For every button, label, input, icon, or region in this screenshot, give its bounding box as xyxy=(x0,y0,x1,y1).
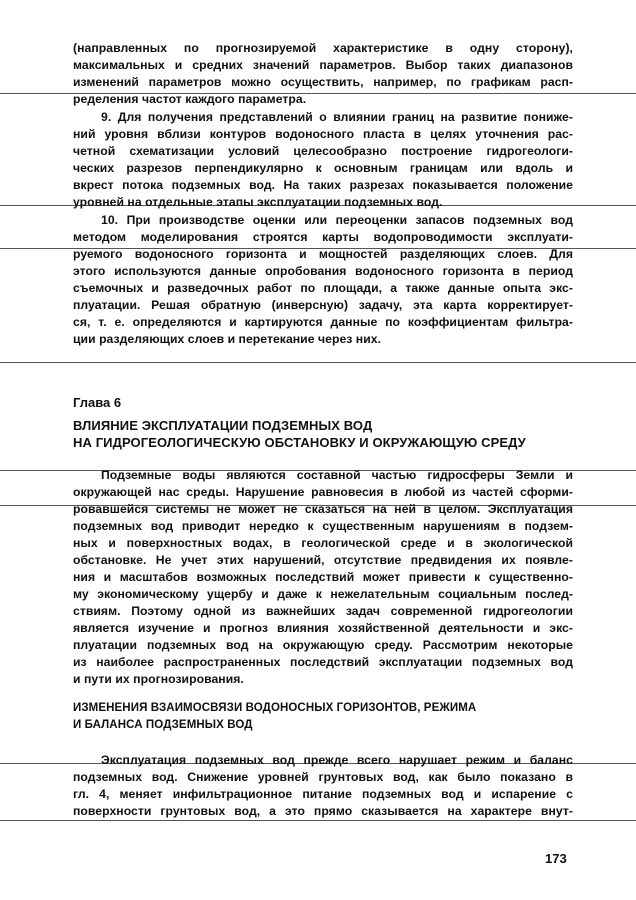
text-line: уровней на отдельные этапы эксплуатации подземных вод. xyxy=(73,195,443,209)
text-line: плуатации. Решая обратную (инверсную) задачу, эта карта корректирует- xyxy=(73,298,573,312)
text-line: этого используются данные опробования водоносного горизонта в период xyxy=(73,264,573,278)
text-line: вкрест потока подземных вод. На таких разрезах показывается положение xyxy=(73,178,573,192)
section-title-line: ИЗМЕНЕНИЯ ВЗАИМОСВЯЗИ ВОДОНОСНЫХ ГОРИЗОНТОВ, РЕЖИМА xyxy=(73,702,477,714)
chapter-title-line: ВЛИЯНИЕ ЭКСПЛУАТАЦИИ ПОДЗЕМНЫХ ВОД xyxy=(73,418,373,433)
text-line: поверхности грунтовых вод, а это прямо сказывается на характере внут- xyxy=(73,804,573,818)
text-line: из наиболее распространенных последствий эксплуатации подземных вод xyxy=(73,655,573,669)
scan-rule xyxy=(0,362,636,363)
text-line: ческих разрезов перпендикулярно к основным границам или вдоль и xyxy=(73,161,573,175)
text-line: гл. 4, меняет инфильтрационное питание подземных вод и испарение с xyxy=(73,787,573,801)
text-line: максимальных и средних значений параметров. Выбор таких диапазонов xyxy=(73,58,573,72)
text-line: плуатации подземных вод на окружающую среду. Рассмотрим некоторые xyxy=(73,638,573,652)
chapter-label: Глава 6 xyxy=(73,395,122,410)
text-line: четной схематизации условий целесообразно построение гидрогеологи- xyxy=(73,144,573,158)
text-line: ных и поверхностных водах, в геологической среде и в экологической xyxy=(73,536,573,550)
text-line: обстановке. Не учет этих нарушений, отсутствие предвидения их появле- xyxy=(73,553,573,567)
text-line: ровавшейся системы не может не сказаться на ней в целом. Эксплуатация xyxy=(73,502,573,516)
text-line: ний уровня вблизи контуров водоносного пласта в целях уточнения рас- xyxy=(73,127,573,141)
text-line: Подземные воды являются составной частью гидросферы Земли и xyxy=(101,468,573,482)
text-line: подземных вод приводит нередко к существенным нарушениям в подзем- xyxy=(73,519,573,533)
text-line: окружающей нас среды. Нарушение равновесия в любой из частей сформи- xyxy=(73,485,573,499)
text-line: и пути их прогнозирования. xyxy=(73,672,244,686)
text-line: Эксплуатация подземных вод прежде всего нарушает режим и баланс xyxy=(101,753,573,767)
text-line: му экономическому ущербу и даже к нежелательным социальным послед- xyxy=(73,587,573,601)
text-line: ния и масштабов возможных последствий может привести к существенно- xyxy=(73,570,573,584)
text-line: подземных вод. Снижение уровней грунтовых вод, как было показано в xyxy=(73,770,573,784)
text-line: ствиям. Поэтому одной из важнейших задач современной гидрогеологии xyxy=(73,604,573,618)
text-line: руемого водоносного горизонта и мощностей разделяющих слоев. Для xyxy=(73,247,573,261)
text-line: 9. Для получения представлений о влиянии границ на развитие пониже- xyxy=(101,110,573,124)
page-number: 173 xyxy=(545,851,567,866)
text-line: (направленных по прогнозируемой характеристике в одну сторону), xyxy=(73,41,573,55)
text-line: ределения частот каждого параметра. xyxy=(73,92,307,106)
scan-rule xyxy=(0,820,636,821)
text-line: является изучение и прогноз влияния хозяйственной деятельности и экс- xyxy=(73,621,573,635)
section-title-line: И БАЛАНСА ПОДЗЕМНЫХ ВОД xyxy=(73,719,253,731)
text-line: изменений параметров можно осуществить, например, по графикам расп- xyxy=(73,75,573,89)
text-line: 10. При производстве оценки или переоценки запасов подземных вод xyxy=(101,213,573,227)
text-line: ции разделяющих слоев и перетекание через них. xyxy=(73,332,382,346)
text-line: ся, т. е. определяются и картируются данные по коэффициентам фильтра- xyxy=(73,315,573,329)
text-line: съемочных и разведочных работ по площади, а также данные опыта экс- xyxy=(73,281,573,295)
text-line: методом моделирования строятся карты водопроводимости эксплуати- xyxy=(73,230,573,244)
chapter-title-line: НА ГИДРОГЕОЛОГИЧЕСКУЮ ОБСТАНОВКУ И ОКРУЖАЮЩУЮ СРЕДУ xyxy=(73,435,526,450)
